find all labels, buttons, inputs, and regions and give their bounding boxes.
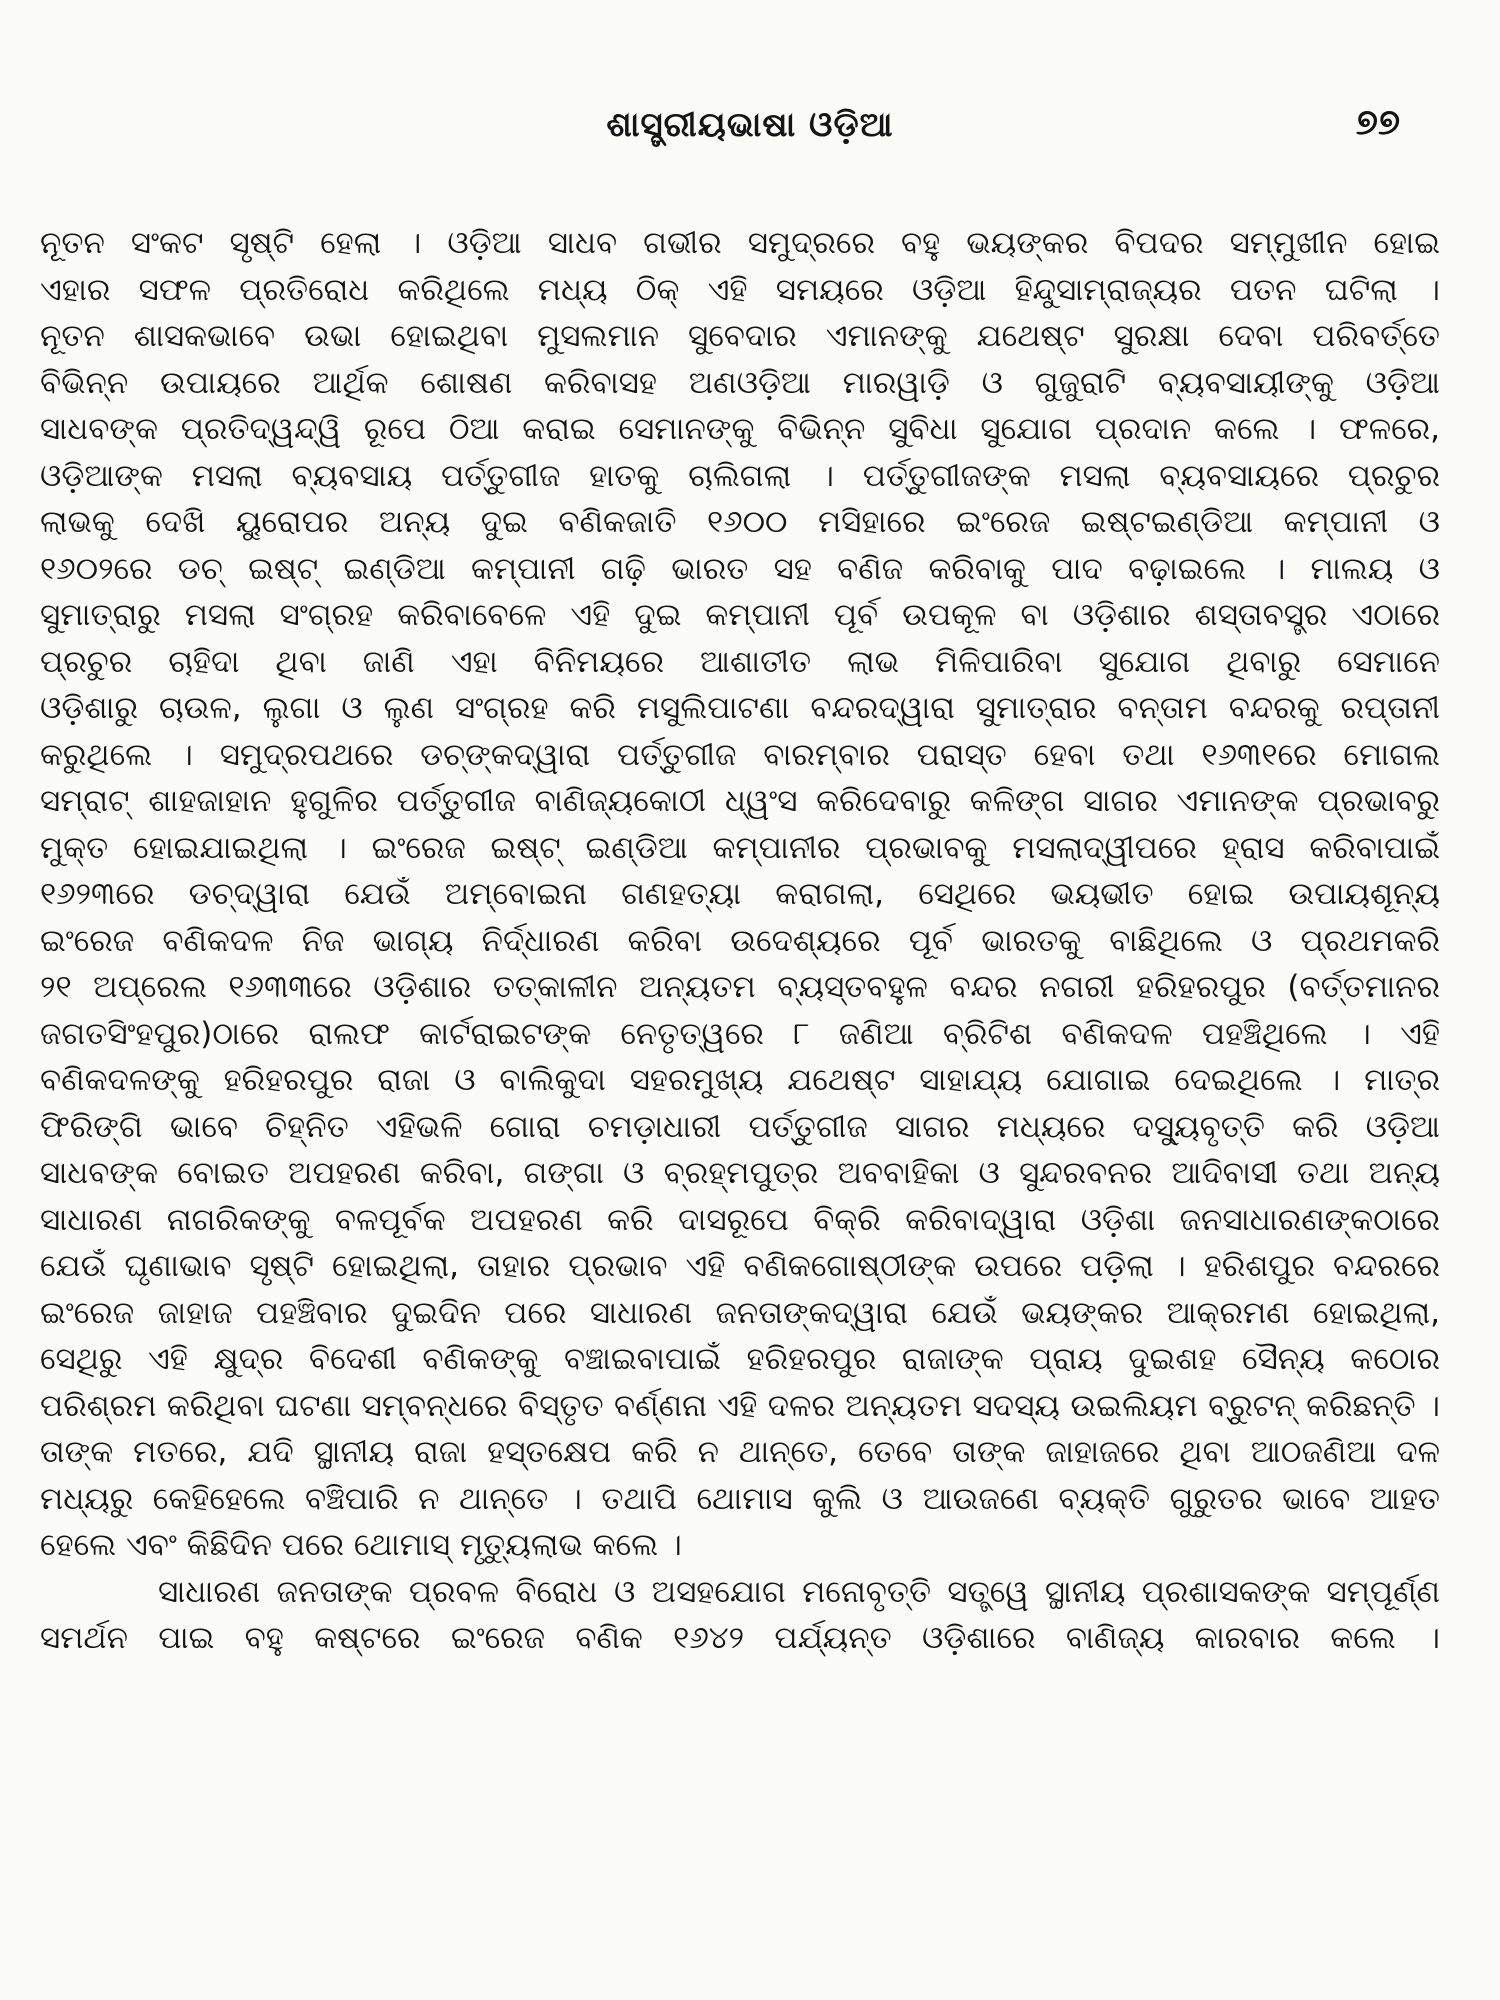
text-line: ସାଧାରଣ ଜନତାଙ୍କ ପ୍ରବଳ ବିରୋଧ ଓ ଅସହଯୋଗ ମନୋବୃତ୍ତି ସତ୍ତ୍ୱେ ସ୍ଥାନୀୟ ପ୍ରଶାସକଙ୍କ ସମ୍ପୂର୍ଣ୍ଣ xyxy=(158,1573,1440,1610)
running-title: ଶାସ୍ତ୍ରୀୟଭାଷା ଓଡ଼ିଆ xyxy=(606,105,894,145)
text-line: ନୂତନ ଶାସକଭାବେ ଉଭା ହୋଇଥିବା ମୁସଲମାନ ସୁବେଦାର ଏମାନଙ୍କୁ ଯଥେଷ୍ଟ ସୁରକ୍ଷା ଦେବା ପରିବର୍ତ୍ତେ xyxy=(40,318,1440,354)
text-line: ବଣିକଦଳଙ୍କୁ ହରିହରପୁର ରାଜା ଓ ବାଲିକୁଦା ସହରମୁଖ୍ୟ ଯଥେଷ୍ଟ ସାହାଯ୍ୟ ଯୋଗାଇ ଦେଇଥିଲେ । ମାତ୍ର xyxy=(40,1062,1440,1098)
text-line: ୧୬୨୩ରେ ଡଚ୍‌ଦ୍ୱାରା ଯେଉଁ ଅମ୍ବୋଇନା ଗଣହତ୍ୟା କରାଗଲା, ସେଥିରେ ଭୟଭୀତ ହୋଇ ଉପାୟଶୂନ୍ୟ xyxy=(40,876,1440,912)
text-line: ସାଧାରଣ ନାଗରିକଙ୍କୁ ବଳପୂର୍ବକ ଅପହରଣ କରି ଦାସରୂପେ ବିକ୍ରି କରିବାଦ୍ୱାରା ଓଡ଼ିଶା ଜନସାଧାରଣଙ୍କଠାରେ xyxy=(40,1201,1440,1238)
paragraph-1 xyxy=(40,220,1440,1569)
text-line: କରୁଥିଲେ । ସମୁଦ୍ରପଥରେ ଡଚ୍‌ଙ୍କଦ୍ୱାରା ପର୍ତ୍ତୁଗୀଜ ବାରମ୍ବାର ପରାସ୍ତ ହେବା ତଥା ୧୬୩୧ରେ ମୋଗଲ xyxy=(40,736,1440,773)
text-line: ୨୧ ଅପ୍ରେଲ ୧୬୩୩ରେ ଓଡ଼ିଶାର ତତ୍କାଳୀନ ଅନ୍ୟତମ ବ୍ୟସ୍ତବହୁଳ ବନ୍ଦର ନଗରୀ ହରିହରପୁର (ବର୍ତ୍ତମାନର xyxy=(40,969,1440,1005)
text-line: ଓଡ଼ିଶାରୁ ଚାଉଳ, ଲୁଗା ଓ ଲୁଣ ସଂଗ୍ରହ କରି ମସୁଲିପାଟଣା ବନ୍ଦରଦ୍ୱାରା ସୁମାତ୍ରାର ବନ୍ତାମ ବନ୍ଦରକୁ ରପ୍ତାନୀ xyxy=(40,690,1440,726)
text-line: ମଧ୍ୟରୁ କେହିହେଲେ ବଞ୍ଚିପାରି ନ ଥାନ୍ତେ । ତଥାପି ଥୋମାସ କୁଲି ଓ ଆଉଜଣେ ବ୍ୟକ୍ତି ଗୁରୁତର ଭାବେ ଆହତ xyxy=(40,1480,1440,1517)
body-text xyxy=(40,220,1440,1662)
text-line: ଲାଭକୁ ଦେଖି ୟୁରୋପର ଅନ୍ୟ ଦୁଇ ବଣିକଜାତି ୧୬୦୦ ମସିହାରେ ଇଂରେଜ ଇଷ୍ଟଇଣ୍ଡିଆ କମ୍ପାନୀ ଓ xyxy=(40,504,1440,540)
text-line: ସମ୍ରାଟ୍ ଶାହଜାହାନ ହୁଗୁଳିର ପର୍ତ୍ତୁଗୀଜ ବାଣିଜ୍ୟକୋଠୀ ଧ୍ୱଂସ କରିଦେବାରୁ କଳିଙ୍ଗ ସାଗର ଏମାନଙ୍କ ପ୍ରଭାବରୁ xyxy=(40,783,1440,819)
text-line: ତାଙ୍କ ମତରେ, ଯଦି ସ୍ଥାନୀୟ ରାଜା ହସ୍ତକ୍ଷେପ କରି ନ ଥାନ୍ତେ, ତେବେ ତାଙ୍କ ଜାହାଜରେ ଥିବା ଆଠଜଣିଆ ଦଳ xyxy=(40,1434,1440,1470)
paragraph-2 xyxy=(40,1569,1440,1662)
text-line: ସାଧବଙ୍କ ପ୍ରତିଦ୍ୱନ୍ଦ୍ୱି ରୂପେ ଠିଆ କରାଇ ସେମାନଙ୍କୁ ବିଭିନ୍ନ ସୁବିଧା ସୁଯୋଗ ପ୍ରଦାନ କଲେ । ଫଳରେ, xyxy=(40,411,1440,447)
text-line: ଜଗତସିଂହପୁର)ଠାରେ ରାଲଫ କାର୍ଟରାଇଟଙ୍କ ନେତୃତ୍ୱରେ ୮ ଜଣିଆ ବ୍ରିଟିଶ ବଣିକଦଳ ପହଞ୍ଚିଥିଲେ । ଏହି xyxy=(40,1015,1440,1052)
text-line: ଓଡ଼ିଆଙ୍କ ମସଲା ବ୍ୟବସାୟ ପର୍ତ୍ତୁଗୀଜ ହାତକୁ ଚାଲିଗଲା । ପର୍ତ୍ତୁଗୀଜଙ୍କ ମସଲା ବ୍ୟବସାୟରେ ପ୍ରଚୁର xyxy=(40,457,1440,494)
text-line: ସମର୍ଥନ ପାଇ ବହୁ କଷ୍ଟରେ ଇଂରେଜ ବଣିକ ୧୬୪୨ ପର୍ଯ୍ୟନ୍ତ ଓଡ଼ିଶାରେ ବାଣିଜ୍ୟ କାରବାର କଲେ । xyxy=(40,1620,1440,1656)
text-line: ଯେଉଁ ଘୃଣାଭାବ ସୃଷ୍ଟି ହୋଇଥିଲା, ତାହାର ପ୍ରଭାବ ଏହି ବଣିକଗୋଷ୍ଠୀଙ୍କ ଉପରେ ପଡ଼ିଲା । ହରିଶପୁର ବନ୍ଦରରେ xyxy=(40,1248,1440,1284)
text-line: ସାଧବଙ୍କ ବୋଇତ ଅପହରଣ କରିବା, ଗଙ୍ଗା ଓ ବ୍ରହ୍ମପୁତ୍ର ଅବବାହିକା ଓ ସୁନ୍ଦରବନର ଆଦିବାସୀ ତଥା ଅନ୍ୟ xyxy=(40,1155,1440,1191)
text-line: ହେଲେ ଏବଂ କିଛିଦିନ ପରେ ଥୋମାସ୍ ମୃତ୍ୟୁଲାଭ କଲେ । xyxy=(40,1527,682,1563)
text-line: ନୂତନ ସଂକଟ ସୃଷ୍ଟି ହେଲା । ଓଡ଼ିଆ ସାଧବ ଗଭୀର ସମୁଦ୍ରରେ ବହୁ ଭୟଙ୍କର ବିପଦର ସମ୍ମୁଖୀନ ହୋଇ xyxy=(40,225,1440,261)
text-line: ପରିଶ୍ରମ କରିଥିବା ଘଟଣା ସମ୍ବନ୍ଧରେ ବିସ୍ତୃତ ବର୍ଣ୍ଣନା ଏହି ଦଳର ଅନ୍ୟତମ ସଦସ୍ୟ ଉଇଲିୟମ ବ୍ରୁଟନ୍ କରିଛନ୍ତି । xyxy=(40,1387,1440,1424)
text-line: ଏହାର ସଫଳ ପ୍ରତିରୋଧ କରିଥିଲେ ମଧ୍ୟ ଠିକ୍ ଏହି ସମୟରେ ଓଡ଼ିଆ ହିନ୍ଦୁସାମ୍ରାଜ୍ୟର ପତନ ଘଟିଲା । xyxy=(40,271,1440,308)
text-line: ଇଂରେଜ ବଣିକଦଳ ନିଜ ଭାଗ୍ୟ ନିର୍ଦ୍ଧାରଣ କରିବା ଉଦେଶ୍ୟରେ ପୂର୍ବ ଭାରତକୁ ବାଛିଥିଲେ ଓ ପ୍ରଥମକରି xyxy=(40,922,1440,959)
text-line: ୧୬୦୨ରେ ଡଚ୍ ଇଷ୍ଟ୍ ଇଣ୍ଡିଆ କମ୍ପାନୀ ଗଢ଼ି ଭାରତ ସହ ବଣିଜ କରିବାକୁ ପାଦ ବଢ଼ାଇଲେ । ମାଲୟ ଓ xyxy=(40,550,1440,587)
text-line: ପ୍ରଚୁର ଚାହିଦା ଥିବା ଜାଣି ଏହା ବିନିମୟରେ ଆଶାତୀତ ଲାଭ ମିଳିପାରିବା ସୁଯୋଗ ଥିବାରୁ ସେମାନେ xyxy=(40,643,1440,680)
text-line: ସୁମାତ୍ରାରୁ ମସଲା ସଂଗ୍ରହ କରିବାବେଳେ ଏହି ଦୁଇ କମ୍ପାନୀ ପୂର୍ବ ଉପକୂଳ ବା ଓଡ଼ିଶାର ଶସ୍ତାବସ୍ତ୍ର ଏଠାରେ xyxy=(40,597,1440,633)
text-line: ଇଂରେଜ ଜାହାଜ ପହଞ୍ଚିବାର ଦୁଇଦିନ ପରେ ସାଧାରଣ ଜନତାଙ୍କଦ୍ୱାରା ଯେଉଁ ଭୟଙ୍କର ଆକ୍ରମଣ ହୋଇଥିଲା, xyxy=(40,1294,1440,1331)
text-line: ଫିରିଙ୍ଗି ଭାବେ ଚିହ୍ନିତ ଏହିଭଳି ଗୋରା ଚମଡ଼ାଧାରୀ ପର୍ତ୍ତୁଗୀଜ ସାଗର ମଧ୍ୟରେ ଦସ୍ୟୁବୃତ୍ତି କରି ଓଡ଼ିଆ xyxy=(40,1108,1440,1145)
text-line: ମୁକ୍ତ ହୋଇଯାଇଥିଲା । ଇଂରେଜ ଇଷ୍ଟ୍ ଇଣ୍ଡିଆ କମ୍ପାନୀର ପ୍ରଭାବକୁ ମସଲାଦ୍ୱୀପରେ ହ୍ରାସ କରିବାପାଇଁ xyxy=(40,829,1440,866)
page-number: ୭୭ xyxy=(1355,102,1400,143)
text-line: ବିଭିନ୍ନ ଉପାୟରେ ଆର୍ଥିକ ଶୋଷଣ କରିବାସହ ଅଣଓଡ଼ିଆ ମାରୱାଡ଼ି ଓ ଗୁଜୁରାଟି ବ୍ୟବସାୟୀଙ୍କୁ ଓଡ଼ିଆ xyxy=(40,364,1440,401)
text-line: ସେଥିରୁ ଏହି କ୍ଷୁଦ୍ର ବିଦେଶୀ ବଣିକଙ୍କୁ ବଞ୍ଚାଇବାପାଇଁ ହରିହରପୁର ରାଜାଙ୍କ ପ୍ରାୟ ଦୁଇଶହ ସୈନ୍ୟ କଠୋର xyxy=(40,1341,1440,1377)
